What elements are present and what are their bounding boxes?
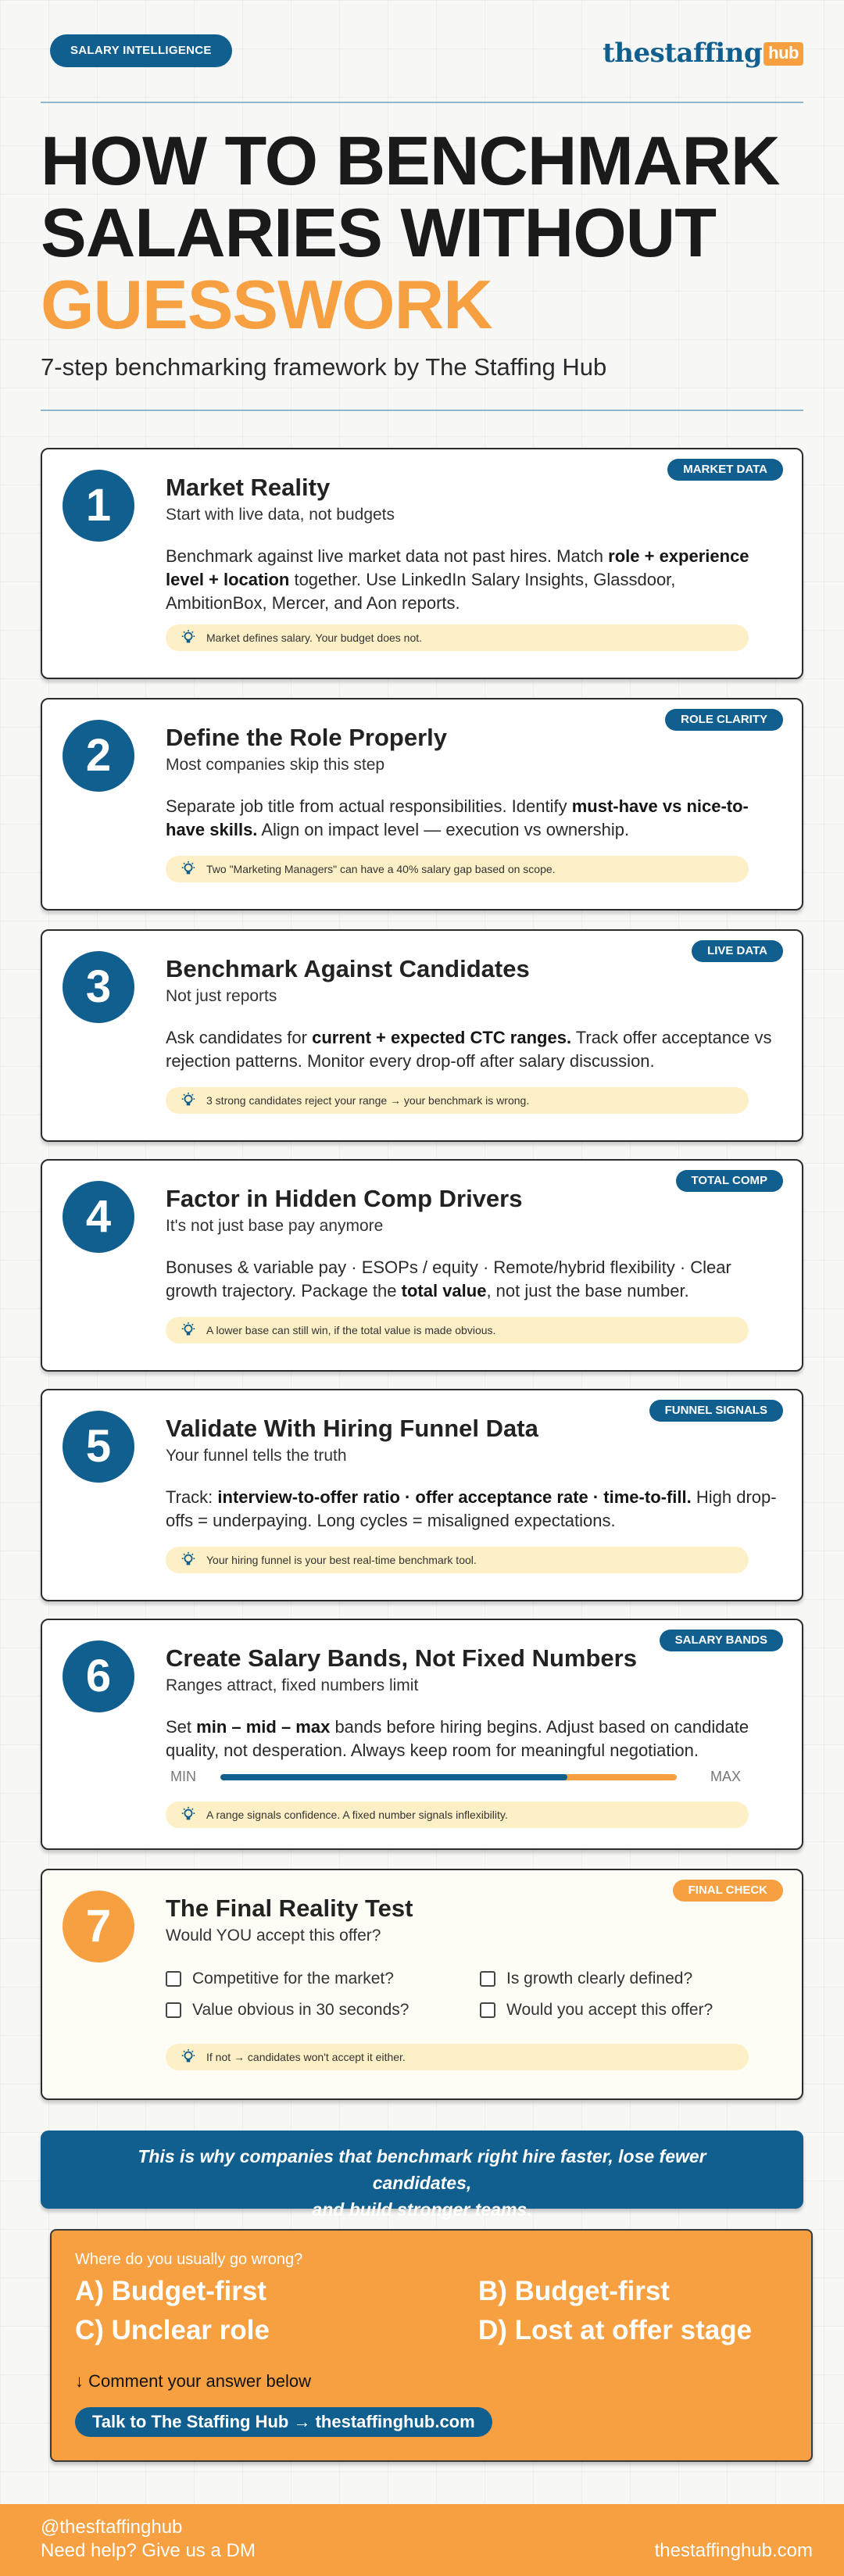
step-number: 6 [63,1640,134,1712]
step-badge: FINAL CHECK [673,1880,783,1902]
category-tag: SALARY INTELLIGENCE [50,34,232,67]
poll-question: Where do you usually go wrong? [75,2251,303,2268]
step-subtitle: Your funnel tells the truth [166,1447,347,1465]
range-track [220,1774,677,1780]
step-subtitle: Not just reports [166,987,277,1005]
step-number: 7 [63,1891,134,1962]
step-number: 3 [63,951,134,1023]
poll-option-d[interactable]: D) Lost at offer stage [478,2315,753,2345]
banner-line-2: and build stronger teams. [312,2199,532,2220]
step-tip: Market defines salary. Your budget does not. [166,624,749,651]
salary-range-bar [170,1769,741,1784]
dm-prompt: Need help? Give us a DM [41,2540,256,2561]
step-subtitle: Would YOU accept this offer? [166,1927,381,1945]
step-number: 5 [63,1411,134,1483]
summary-banner [41,2131,803,2220]
step-title: Factor in Hidden Comp Drivers [166,1185,523,1212]
poll-option-a[interactable]: A) Budget-first [75,2276,266,2306]
step-subtitle: Ranges attract, fixed numbers limit [166,1676,419,1694]
checkbox[interactable] [166,1971,181,1987]
checkbox[interactable] [480,1971,495,1987]
range-fill [220,1774,567,1780]
step-tip: Your hiring funnel is your best real-time benchmark tool. [166,1547,749,1573]
step-body: Track: interview-to-offer ratio · offer acceptance rate · time-to-fill. High drop-offs = underpaying. Long cycles = misaligned expectations. [166,1487,777,1530]
step-body: Benchmark against live market data not past hires. Match role + experience level + location together. Use LinkedIn Salary Insights, Glassdoor, AmbitionBox, Mercer, and Aon reports. [166,546,749,613]
divider [41,102,803,103]
step-tip: A lower base can still win, if the total value is made obvious. [166,1317,749,1343]
lightbulb-icon [180,1806,197,1823]
logo-text: thestaffing [603,38,763,69]
step-card-4 [41,1159,803,1372]
banner-line-1: This is why companies that benchmark right hire faster, lose fewer candidates, [138,2146,706,2193]
step-badge: SALARY BANDS [660,1630,783,1651]
step-number: 1 [63,470,134,542]
lightbulb-icon [180,1551,197,1569]
range-min-label: MIN [170,1769,196,1784]
checkbox[interactable] [480,2002,495,2018]
range-max-label: MAX [710,1769,741,1784]
title-accent: GUESSWORK [41,266,492,343]
step-card-2 [41,698,803,911]
social-handle[interactable]: @thesftaffinghub [41,2517,183,2538]
step-body: Ask candidates for current + expected CTC ranges. Track offer acceptance vs rejection patterns. Monitor every drop-off after salary discussion. [166,1028,772,1071]
step-badge: TOTAL COMP [676,1170,784,1192]
page-title [41,122,780,343]
footer [0,2504,844,2576]
step-badge: LIVE DATA [692,940,783,962]
step-title: Create Salary Bands, Not Fixed Numbers [166,1644,637,1672]
checklist-item[interactable]: Would you accept this offer? [480,2000,713,2020]
step-tip: A range signals confidence. A fixed number signals inflexibility. [166,1801,749,1828]
brand-logo[interactable] [603,38,803,69]
checklist-item[interactable]: Competitive for the market? [166,1969,394,1989]
step-badge: FUNNEL SIGNALS [649,1400,783,1422]
divider [41,410,803,411]
step-tip: Two "Marketing Managers" can have a 40% salary gap based on scope. [166,856,749,882]
comment-prompt: ↓ Comment your answer below [75,2371,312,2391]
lightbulb-icon [180,1322,197,1339]
step-body: Separate job title from actual responsibilities. Identify must-have vs nice-to-have skills. Align on impact level — execution vs ownership. [166,796,749,839]
title-line-1: HOW TO BENCHMARK [41,122,780,199]
lightbulb-icon [180,2048,197,2066]
step-card-5 [41,1389,803,1601]
step-tip: If not → candidates won't accept it either. [166,2044,749,2070]
logo-hub-badge: hub [764,42,803,66]
step-title: Define the Role Properly [166,724,448,751]
title-line-2: SALARIES WITHOUT [41,194,716,271]
poll-option-b[interactable]: B) Budget-first [478,2276,670,2306]
checkbox[interactable] [166,2002,181,2018]
step-title: Validate With Hiring Funnel Data [166,1415,538,1442]
step-subtitle: It's not just base pay anymore [166,1217,384,1235]
step-number: 2 [63,720,134,792]
step-badge: ROLE CLARITY [665,709,783,731]
step-tip: 3 strong candidates reject your range → your benchmark is wrong. [166,1087,749,1114]
step-badge: MARKET DATA [667,459,783,481]
page-subtitle: 7-step benchmarking framework by The Staffing Hub [41,353,607,381]
lightbulb-icon [180,1092,197,1109]
poll-option-c[interactable]: C) Unclear role [75,2315,270,2345]
step-subtitle: Most companies skip this step [166,756,385,774]
checklist-item[interactable]: Value obvious in 30 seconds? [166,2000,409,2020]
step-card-7 [41,1869,803,2100]
step-title: The Final Reality Test [166,1894,413,1922]
top-bar [41,34,803,69]
step-card-6 [41,1619,803,1850]
website-link[interactable]: thestaffinghub.com [654,2540,813,2561]
step-body: Set min – mid – max bands before hiring begins. Adjust based on candidate quality, not desperation. Always keep room for meaningful negotiation. [166,1717,749,1760]
step-card-1 [41,448,803,679]
lightbulb-icon [180,629,197,646]
poll-box [50,2229,813,2462]
checklist-item[interactable]: Is growth clearly defined? [480,1969,692,1989]
lightbulb-icon [180,860,197,878]
step-card-3 [41,929,803,1142]
step-title: Benchmark Against Candidates [166,955,530,982]
cta-button[interactable]: Talk to The Staffing Hub → thestaffinghub.com [75,2407,492,2437]
step-subtitle: Start with live data, not budgets [166,506,395,524]
step-body: Bonuses & variable pay · ESOPs / equity · Remote/hybrid flexibility · Clear growth trajectory. Package the total value, not just the base number. [166,1258,731,1301]
step-title: Market Reality [166,474,331,501]
step-number: 4 [63,1181,134,1253]
